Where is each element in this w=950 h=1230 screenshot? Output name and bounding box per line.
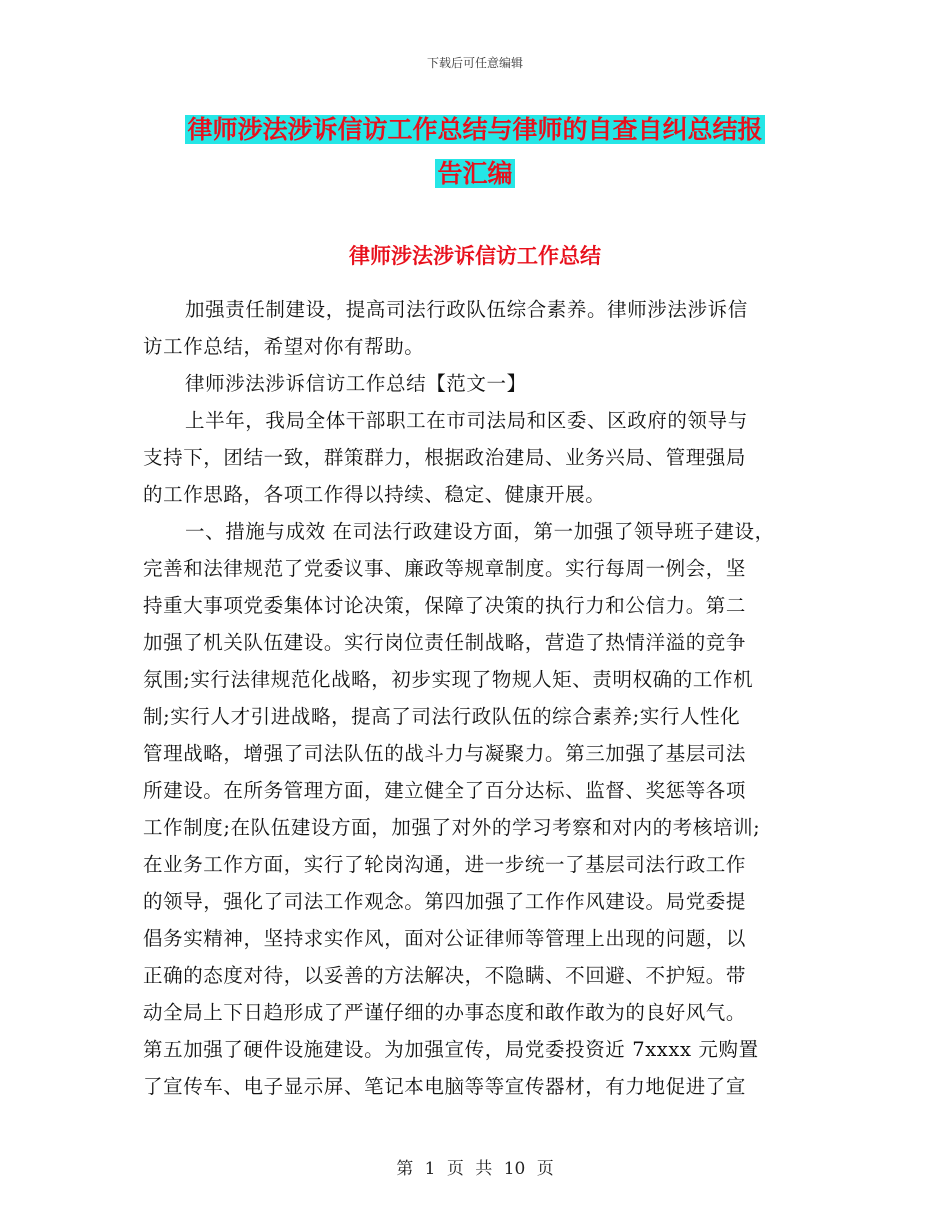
paragraph-line: 正确的态度对待，以妥善的方法解决，不隐瞒、不回避、不护短。带 (143, 964, 747, 987)
paragraph-line: 上半年，我局全体干部职工在市司法局和区委、区政府的领导与 (185, 409, 748, 432)
page-number-footer: 第 1 页 共 10 页 (396, 1159, 554, 1179)
paragraph-line: 第五加强了硬件设施建设。为加强宣传，局党委投资近 7xxxx 元购置 (143, 1038, 759, 1061)
paragraph-line: 氛围;实行法律规范化战略，初步实现了物规人矩、责明权确的工作机 (143, 668, 754, 691)
paragraph-line: 加强责任制建设，提高司法行政队伍综合素养。律师涉法涉诉信 (185, 298, 748, 321)
section-title: 律师涉法涉诉信访工作总结 (349, 243, 601, 268)
paragraph-line: 完善和法律规范了党委议事、廉政等规章制度。实行每周一例会，坚 (143, 557, 747, 580)
paragraph-line: 访工作总结，希望对你有帮助。 (143, 335, 425, 358)
paragraph-line: 所建设。在所务管理方面，建立健全了百分达标、监督、奖惩等各项 (143, 779, 747, 802)
paragraph-line: 在业务工作方面，实行了轮岗沟通，进一步统一了基层司法行政工作 (143, 853, 747, 876)
header-note: 下载后可任意编辑 (426, 56, 523, 70)
paragraph-line: 了宣传车、电子显示屏、笔记本电脑等等宣传器材，有力地促进了宣 (143, 1075, 747, 1098)
paragraph-line: 加强了机关队伍建设。实行岗位责任制战略，营造了热情洋溢的竞争 (143, 631, 747, 654)
paragraph-line: 制;实行人才引进战略，提高了司法行政队伍的综合素养;实行人性化 (143, 705, 741, 728)
paragraph-line: 一、措施与成效 在司法行政建设方面，第一加强了领导班子建设， (185, 520, 775, 543)
paragraph-line: 倡务实精神，坚持求实作风，面对公证律师等管理上出现的问题，以 (143, 927, 747, 950)
paragraph-line: 的领导，强化了司法工作观念。第四加强了工作作风建设。局党委提 (143, 890, 747, 913)
body-text (143, 291, 823, 1105)
document-title-line-2: 告汇编 (437, 159, 513, 188)
paragraph-line: 律师涉法涉诉信访工作总结【范文一】 (185, 372, 527, 395)
paragraph-line: 持重大事项党委集体讨论决策，保障了决策的执行力和公信力。第二 (143, 594, 747, 617)
paragraph-line: 动全局上下日趋形成了严谨仔细的办事态度和敢作敢为的良好风气。 (143, 1001, 747, 1024)
paragraph-line: 管理战略，增强了司法队伍的战斗力与凝聚力。第三加强了基层司法 (143, 742, 747, 765)
paragraph-line: 的工作思路，各项工作得以持续、稳定、健康开展。 (143, 483, 606, 506)
paragraph-line: 工作制度;在队伍建设方面，加强了对外的学习考察和对内的考核培训; (143, 816, 761, 839)
document-title-line-1: 律师涉法涉诉信访工作总结与律师的自查自纠总结报 (187, 115, 763, 144)
paragraph-line: 支持下，团结一致，群策群力，根据政治建局、业务兴局、管理强局 (143, 446, 747, 469)
